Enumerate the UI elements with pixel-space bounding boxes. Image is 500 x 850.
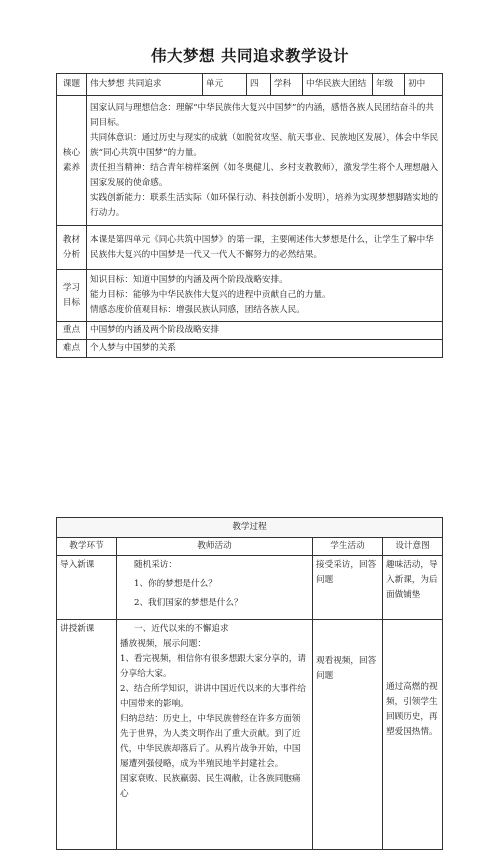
process-title: 教学过程 bbox=[57, 518, 443, 538]
info-table bbox=[56, 73, 443, 358]
process-table bbox=[56, 517, 443, 850]
topic-value: 伟大梦想 共同追求 bbox=[87, 74, 203, 96]
student-cell: 观看视频，回答问题 bbox=[313, 620, 383, 850]
grade-value: 初中 bbox=[405, 74, 443, 96]
analysis-content: 本课是第四单元《同心共筑中国梦》的第一课，主要阐述伟大梦想是什么，让学生了解中华民族伟大复兴的中国梦是一代又一代人不懈努力的必然结果。 bbox=[87, 226, 443, 270]
core-content bbox=[87, 96, 443, 226]
teacher-line: 2、我们国家的梦想是什么？ bbox=[134, 598, 243, 608]
core-para-2: 共同体意识：通过历史与现实的成就（如脱贫攻坚、航天事业、民族地区发展），体会中华民族“同心共筑中国梦”的力量。 bbox=[90, 132, 439, 158]
key-label: 重点 bbox=[57, 322, 87, 340]
goals-content bbox=[87, 270, 443, 322]
difficulty-label: 难点 bbox=[57, 340, 87, 358]
unit-value: 四 bbox=[247, 74, 271, 96]
teacher-line: 一、近代以来的不懈追求 bbox=[134, 624, 229, 634]
col-student: 学生活动 bbox=[313, 538, 383, 556]
teacher-cell bbox=[117, 620, 313, 850]
subject-value: 中华民族大团结 bbox=[303, 74, 373, 96]
difficulty-row bbox=[57, 340, 443, 358]
teacher-line: 归纳总结：历史上，中华民族曾经在许多方面领先于世界，为人类文明作出了重大贡献。到了近代，中华民族却落后了。从鸦片战争开始，中国屡遭列强侵略，成为半殖民地半封建社会。 bbox=[120, 714, 301, 769]
intent-cell: 通过高燃的视频，引领学生回顾历史，再塑爱国热情。 bbox=[383, 620, 443, 850]
table-row bbox=[57, 620, 443, 850]
topic-row bbox=[57, 74, 443, 96]
step-cell: 导入新课 bbox=[57, 556, 117, 620]
teacher-line: 1、你的梦想是什么？ bbox=[134, 579, 217, 589]
teacher-line: 随机采访： bbox=[134, 560, 177, 570]
teacher-line: 播放视频，展示问题： bbox=[120, 639, 206, 649]
goal-ability: 能力目标：能够为中华民族伟大复兴的进程中贡献自己的力量。 bbox=[90, 290, 331, 300]
core-para-1: 国家认同与理想信念：理解“中华民族伟大复兴中国梦”的内涵，感悟各族人民团结奋斗的共同目标。 bbox=[90, 102, 434, 128]
col-step: 教学环节 bbox=[57, 538, 117, 556]
topic-label: 课题 bbox=[57, 74, 87, 96]
teacher-line: 1、看完视频，相信你有很多想跟大家分享的，请分享给大家。 bbox=[120, 654, 306, 679]
core-label: 核心素养 bbox=[57, 96, 87, 226]
col-intent: 设计意图 bbox=[383, 538, 443, 556]
core-para-3: 责任担当精神：结合青年榜样案例（如冬奥健儿、乡村支教教师），激发学生将个人理想融入国家发展的使命感。 bbox=[90, 162, 439, 188]
core-row bbox=[57, 96, 443, 226]
step-cell: 讲授新课 bbox=[57, 620, 117, 850]
analysis-row bbox=[57, 226, 443, 270]
process-header-row bbox=[57, 538, 443, 556]
goal-knowledge: 知识目标：知道中国梦的内涵及两个阶段战略安排。 bbox=[90, 275, 288, 285]
key-content: 中国梦的内涵及两个阶段战略安排 bbox=[87, 322, 443, 340]
student-cell: 接受采访，回答问题 bbox=[313, 556, 383, 620]
analysis-label: 教材分析 bbox=[57, 226, 87, 270]
grade-label: 年级 bbox=[373, 74, 405, 96]
table-row bbox=[57, 556, 443, 620]
process-title-row bbox=[57, 518, 443, 538]
subject-label: 学科 bbox=[271, 74, 303, 96]
difficulty-content: 个人梦与中国梦的关系 bbox=[87, 340, 443, 358]
teacher-cell bbox=[117, 556, 313, 620]
goals-row bbox=[57, 270, 443, 322]
page-title: 伟大梦想 共同追求教学设计 bbox=[151, 47, 349, 65]
intent-cell: 趣味活动，导入新课，为后面做铺垫 bbox=[383, 556, 443, 620]
teacher-line: 2、结合所学知识，讲讲中国近代以来的大事件给中国带来的影响。 bbox=[120, 684, 306, 709]
goal-emotion: 情感态度价值观目标：增强民族认同感，团结各族人民。 bbox=[90, 305, 305, 315]
core-para-4: 实践创新能力：联系生活实际（如环保行动、科技创新小发明），培养为实现梦想脚踏实地的行动力。 bbox=[90, 192, 439, 218]
goals-label: 学习目标 bbox=[57, 270, 87, 322]
unit-label: 单元 bbox=[203, 74, 247, 96]
key-row bbox=[57, 322, 443, 340]
teacher-line: 国家衰败、民族羸弱、民生凋敝，让各族同胞痛心 bbox=[120, 774, 301, 799]
col-teacher: 教师活动 bbox=[117, 538, 313, 556]
